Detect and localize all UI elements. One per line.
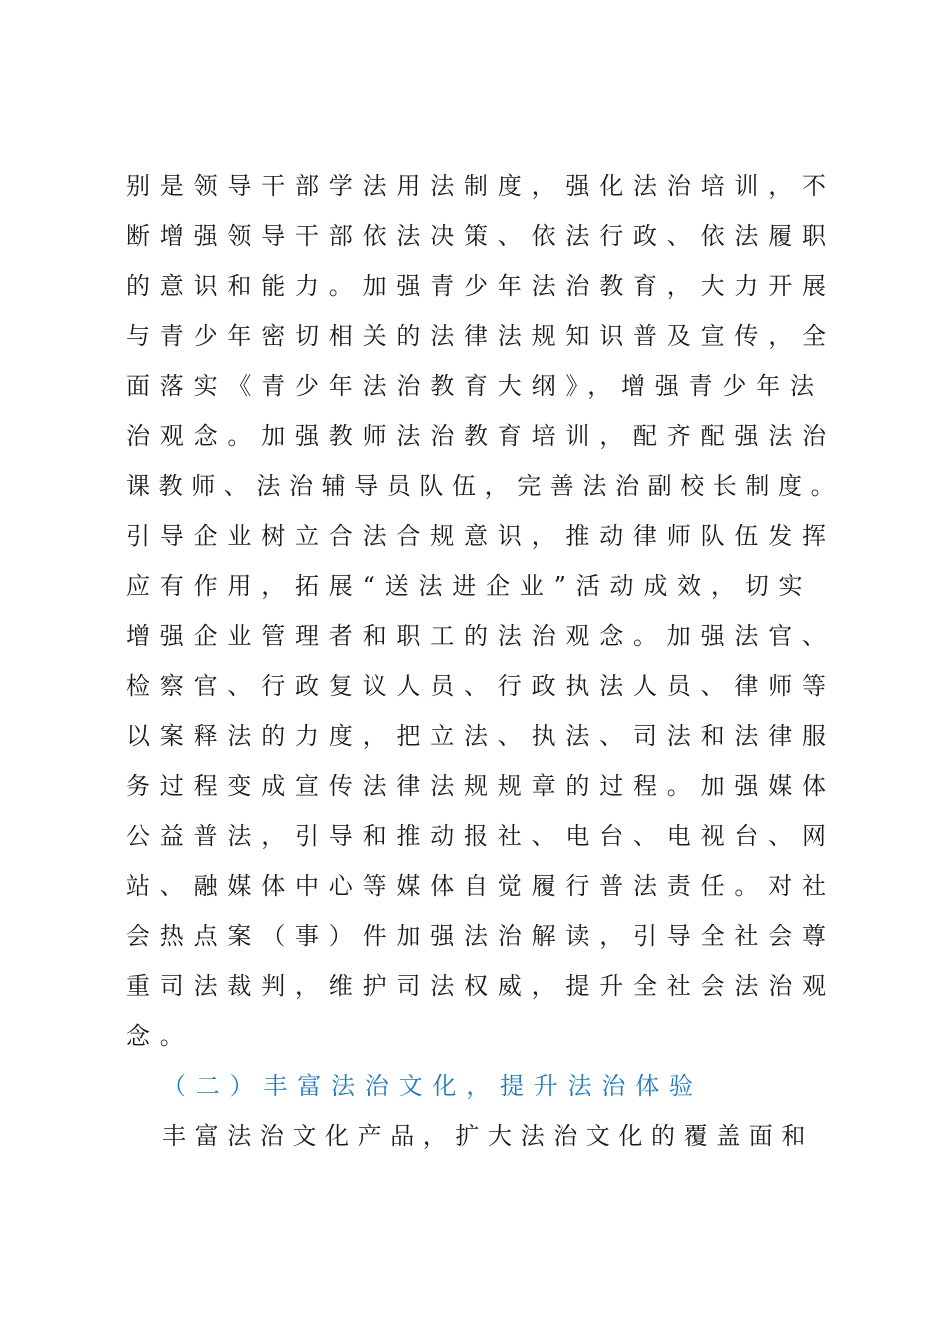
- paragraph-line: 务过程变成宣传法律法规规章的过程。加强媒体: [126, 772, 836, 800]
- paragraph-line: 检察官、行政复议人员、行政执法人员、律师等: [126, 672, 836, 700]
- paragraph-line: 以案释法的力度，把立法、执法、司法和法律服: [126, 722, 836, 750]
- paragraph-line: 公益普法，引导和推动报社、电台、电视台、网: [126, 822, 836, 850]
- paragraph-line: 的意识和能力。加强青少年法治教育，大力开展: [126, 272, 836, 300]
- paragraph-line: 丰富法治文化产品，扩大法治文化的覆盖面和: [162, 1122, 814, 1150]
- paragraph-line: 面落实《青少年法治教育大纲》，增强青少年法: [126, 372, 824, 400]
- paragraph-line: 念。: [126, 1022, 194, 1050]
- paragraph-line: 增强企业管理者和职工的法治观念。加强法官、: [126, 622, 836, 650]
- paragraph-line: 别是领导干部学法用法制度，强化法治培训，不: [126, 172, 836, 200]
- paragraph-line: 课教师、法治辅导员队伍，完善法治副校长制度。: [126, 472, 844, 500]
- paragraph-line: 与青少年密切相关的法律法规知识普及宣传，全: [126, 322, 836, 350]
- paragraph-line: 治观念。加强教师法治教育培训，配齐配强法治: [126, 422, 836, 450]
- paragraph-line: 站、融媒体中心等媒体自觉履行普法责任。对社: [126, 872, 836, 900]
- section-heading: （二）丰富法治文化，提升法治体验: [162, 1072, 703, 1100]
- paragraph-line: 应有作用，拓展“送法进企业”活动成效，切实: [126, 572, 813, 600]
- paragraph-line: 重司法裁判，维护司法权威，提升全社会法治观: [126, 972, 836, 1000]
- paragraph-line: 会热点案（事）件加强法治解读，引导全社会尊: [126, 922, 836, 950]
- paragraph-line: 引导企业树立合法合规意识，推动律师队伍发挥: [126, 522, 836, 550]
- paragraph-line: 断增强领导干部依法决策、依法行政、依法履职: [126, 222, 836, 250]
